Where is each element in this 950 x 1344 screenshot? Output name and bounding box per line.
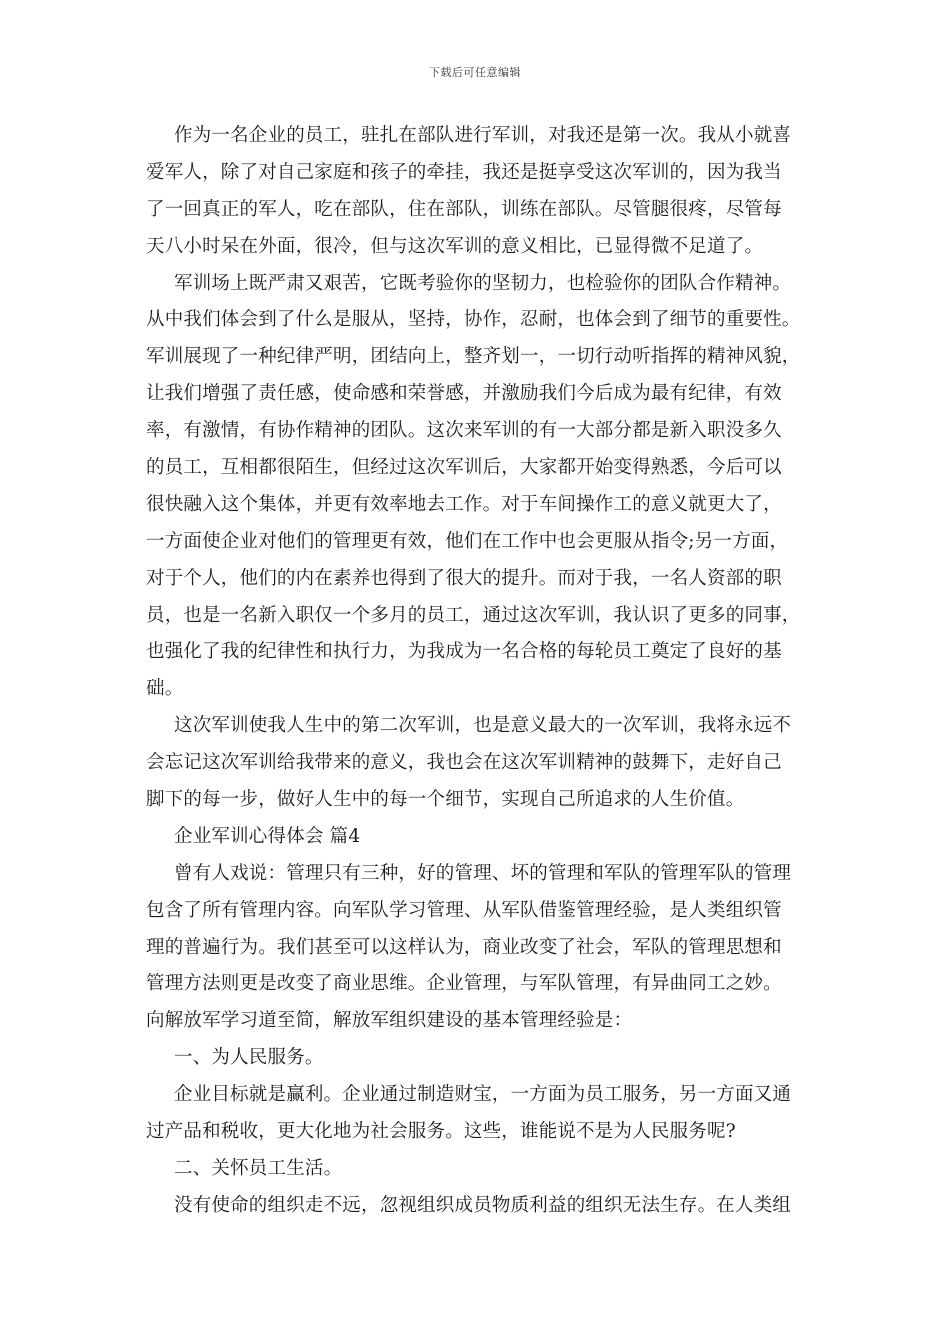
text-line: 包含了所有管理内容。向军队学习管理、从军队借鉴管理经验，是人类组织管 [146,899,782,921]
text-line: 过产品和税收，更大化地为社会服务。这些，谁能说不是为人民服务呢? [146,1121,736,1143]
text-line: 也强化了我的纪律性和执行力，为我成为一名合格的每轮员工奠定了良好的基 [146,641,782,663]
text-line: 从中我们体会到了什么是服从，坚持，协作，忍耐，也体会到了细节的重要性。 [146,309,801,331]
text-line: 对于个人，他们的内在素养也得到了很大的提升。而对于我，一名人资部的职 [146,567,782,589]
page-header: 下载后可任意编辑 [429,66,521,79]
text-line: 让我们增强了责任感，使命感和荣誉感，并激励我们今后成为最有纪律，有效 [146,383,782,405]
text-line: 军训展现了一种纪律严明，团结向上，整齐划一，一切行动听指挥的精神风貌， [146,346,801,368]
text-line: 的员工，互相都很陌生，但经过这次军训后，大家都开始变得熟悉，今后可以 [146,457,782,479]
text-line: 天八小时呆在外面，很冷，但与这次军训的意义相比，已显得微不足道了。 [146,235,764,257]
text-line: 曾有人戏说：管理只有三种，好的管理、坏的管理和军队的管理军队的管理 [174,862,792,884]
text-line: 企业目标就是赢利。企业通过制造财宝，一方面为员工服务，另一方面又通 [174,1084,792,1106]
text-line: 很快融入这个集体，并更有效率地去工作。对于车间操作工的意义就更大了， [146,493,782,515]
text-line: 作为一名企业的员工，驻扎在部队进行军训，对我还是第一次。我从小就喜 [174,125,792,146]
text-line: 没有使命的组织走不远，忽视组织成员物质利益的组织无法生存。在人类组 [174,1194,792,1216]
list-heading: 二、关怀员工生活。 [174,1157,343,1179]
text-line: 脚下的每一步，做好人生中的每一个细节，实现自己所追求的人生价值。 [146,789,745,811]
text-line: 会忘记这次军训给我带来的意义，我也会在这次军训精神的鼓舞下，走好自己 [146,752,782,774]
text-line: 员，也是一名新入职仅一个多月的员工，通过这次军训，我认识了更多的同事， [146,604,801,626]
text-line: 一方面使企业对他们的管理更有效，他们在工作中也会更服从指令;另一方面， [146,530,789,552]
text-line: 了一回真正的军人，吃在部队，住在部队，训练在部队。尽管腿很疼，尽管每 [146,198,782,220]
text-line: 管理方法则更是改变了商业思维。企业管理，与军队管理，有异曲同工之妙。 [146,973,782,995]
list-heading: 一、为人民服务。 [174,1047,324,1069]
text-line: 向解放军学习道至简，解放军组织建设的基本管理经验是： [146,1010,633,1032]
text-line: 率，有激情，有协作精神的团队。这次来军训的有一大部分都是新入职没多久 [146,420,782,442]
text-line: 这次军训使我人生中的第二次军训，也是意义最大的一次军训，我将永远不 [174,715,792,737]
section-heading: 企业军训心得体会 篇4 [174,825,361,847]
text-line: 理的普遍行为。我们甚至可以这样认为，商业改变了社会，军队的管理思想和 [146,936,782,958]
text-line: 础。 [146,678,184,700]
text-line: 军训场上既严肃又艰苦，它既考验你的坚韧力，也检验你的团队合作精神。 [174,272,792,294]
document-body [146,118,808,1225]
text-line: 爱军人，除了对自己家庭和孩子的牵挂，我还是挺享受这次军训的，因为我当 [146,161,782,183]
